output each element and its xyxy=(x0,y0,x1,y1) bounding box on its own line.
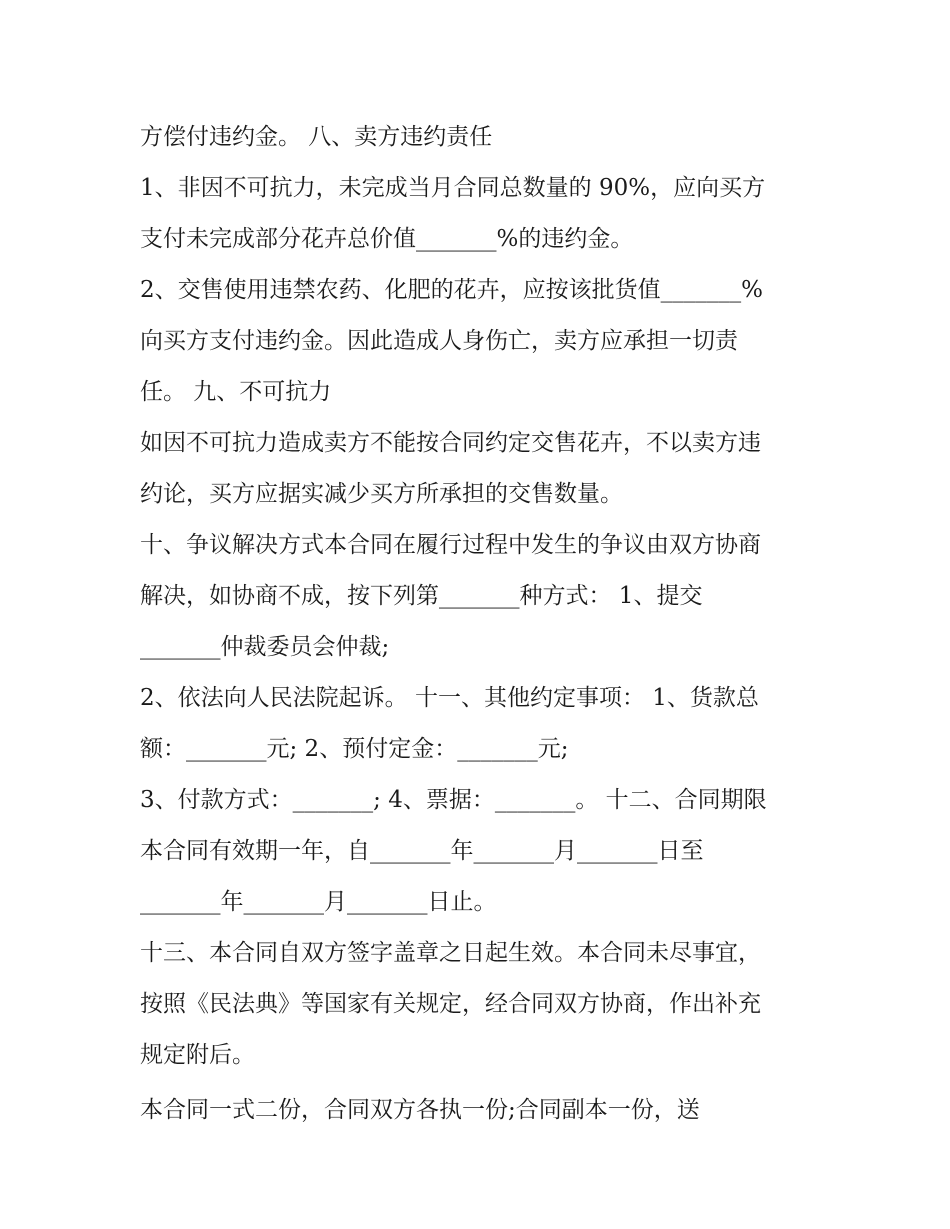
text-line: 任。 九、不可抗力 xyxy=(140,379,332,405)
text-line: _______年_______月_______日止。 xyxy=(140,889,497,915)
text-line: 十、争议解决方式本合同在履行过程中发生的争议由双方协商 xyxy=(140,532,761,558)
text-line: 十三、本合同自双方签字盖章之日起生效。本合同未尽事宜， xyxy=(140,940,761,966)
text-line: 2、交售使用违禁农药、化肥的花卉，应按该批货值_______% xyxy=(140,277,763,303)
text-line: 支付未完成部分花卉总价值_______%的违约金。 xyxy=(140,226,634,252)
text-line: 约论，买方应据实减少买方所承担的交售数量。 xyxy=(140,481,623,507)
document-body xyxy=(140,112,830,1136)
text-line: 1、非因不可抗力，未完成当月合同总数量的 90%，应向买方 xyxy=(140,175,766,201)
text-line: 按照《民法典》等国家有关规定，经合同双方协商，作出补充 xyxy=(140,991,761,1017)
text-line: 向买方支付违约金。因此造成人身伤亡，卖方应承担一切责 xyxy=(140,328,738,354)
text-line: 如因不可抗力造成卖方不能按合同约定交售花卉，不以卖方违 xyxy=(140,430,761,456)
text-line: 2、依法向人民法院起诉。 十一、其他约定事项： 1、货款总 xyxy=(140,685,759,711)
text-line: 本合同一式二份，合同双方各执一份;合同副本一份，送 xyxy=(140,1097,700,1123)
text-line: 规定附后。 xyxy=(140,1042,255,1068)
text-line: 解决，如协商不成，按下列第_______种方式： 1、提交 xyxy=(140,583,703,609)
text-line: _______仲裁委员会仲裁; xyxy=(140,634,390,660)
text-line: 3、付款方式：_______; 4、票据：_______。 十二、合同期限 xyxy=(140,787,767,813)
text-line: 本合同有效期一年，自_______年_______月_______日至 xyxy=(140,838,704,864)
text-line: 额：_______元; 2、预付定金：_______元; xyxy=(140,736,569,762)
text-line: 方偿付违约金。 八、卖方违约责任 xyxy=(140,124,493,150)
